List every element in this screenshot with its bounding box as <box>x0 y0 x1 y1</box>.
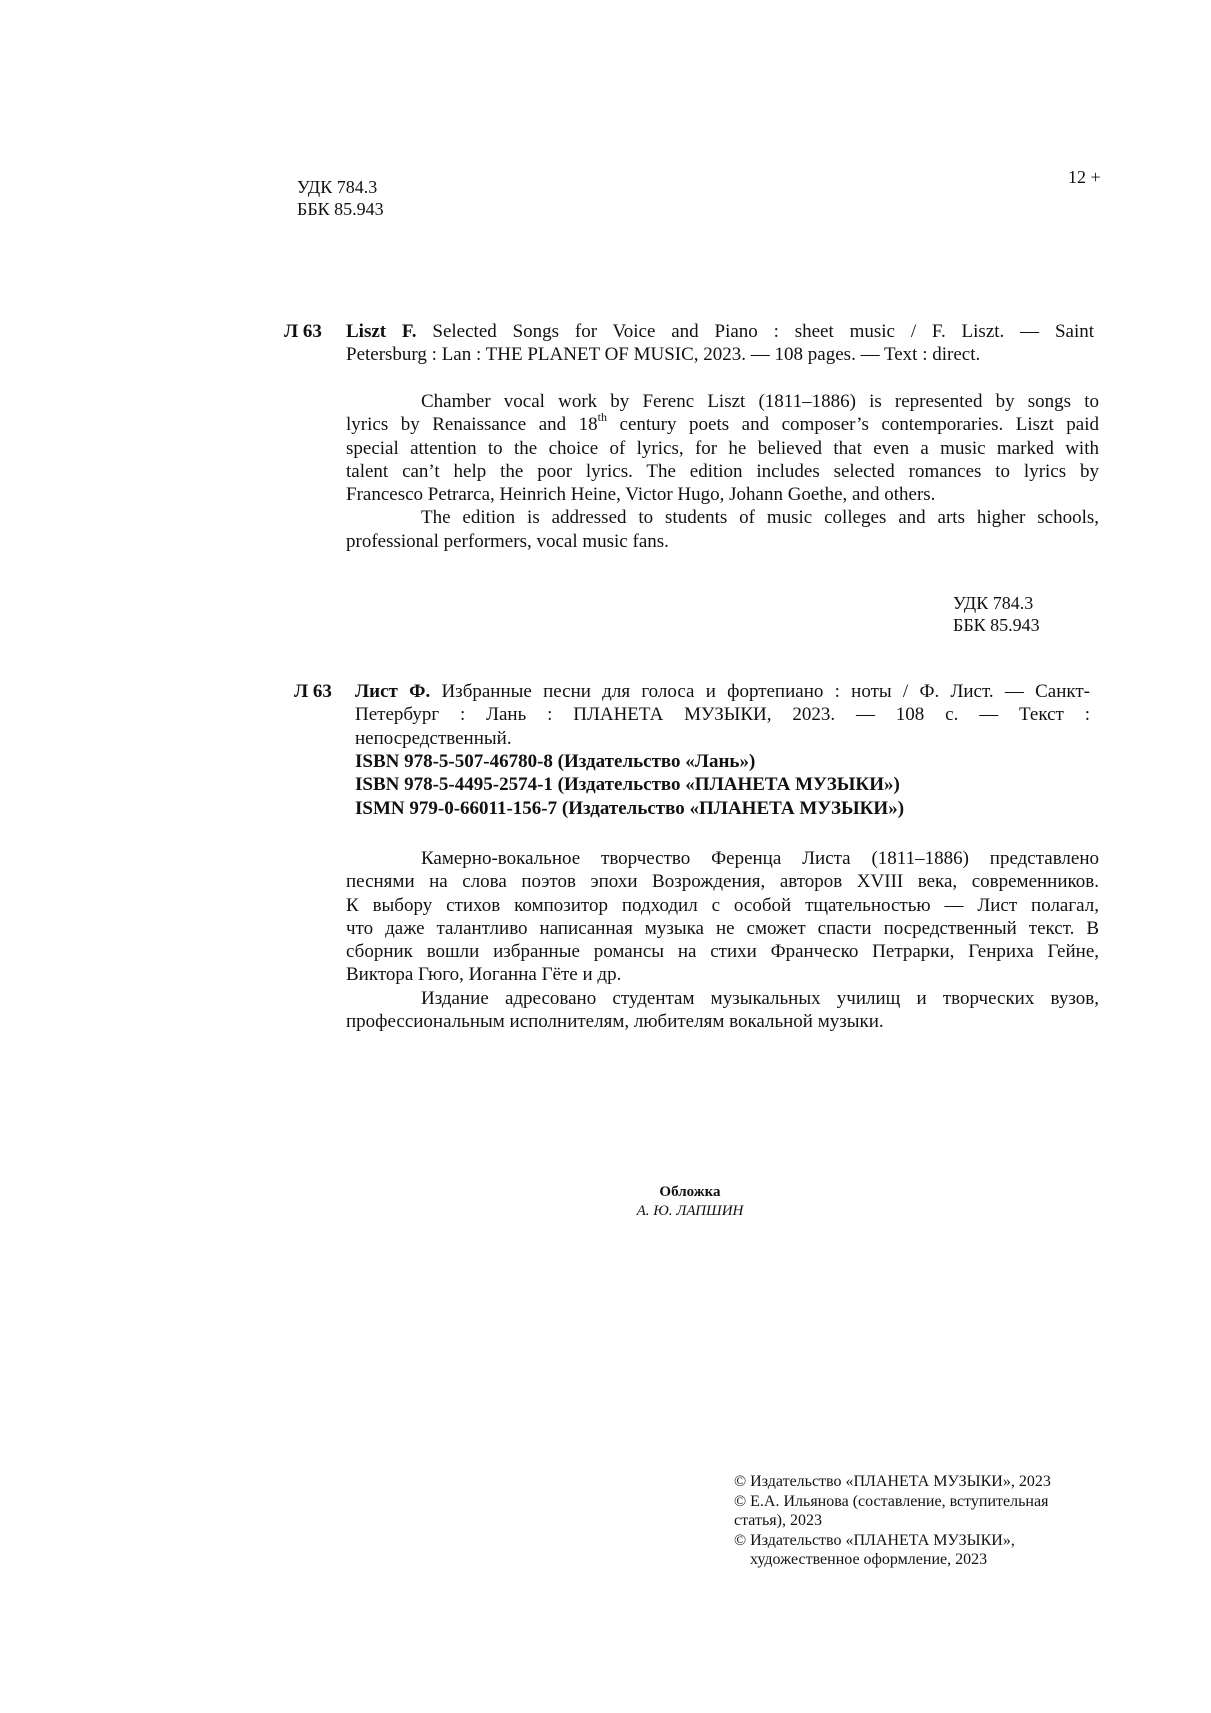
anno-line: The edition is addressed to students of music colleges and arts higher schools, <box>421 507 1099 529</box>
anno-text: century poets and composer’s contemporaries. Liszt paid <box>607 414 1099 436</box>
anno-line: что даже талантливо написанная музыка не сможет спасти посредственный текст. В <box>346 917 1099 939</box>
bibliographic-record-ru <box>355 680 1090 750</box>
mid-classification-block <box>953 592 1093 636</box>
anno-line: К выбору стихов композитор подходил с особой тщательностью — Лист полагал, <box>346 894 1099 916</box>
bbk-code: ББК 85.943 <box>297 199 384 219</box>
anno-line: Издание адресовано студентам музыкальных училищ и творческих вузов, <box>421 987 1099 1009</box>
bib-title: Избранные песни для голоса и фортепиано : ноты / Ф. Лист. — Санкт- <box>430 681 1090 702</box>
anno-line: professional performers, vocal music fans. <box>346 530 669 552</box>
copyright-line: статья), 2023 <box>734 1512 822 1529</box>
author-name: Liszt F. <box>346 321 417 342</box>
bib-line-1 <box>346 320 1094 343</box>
bib-title: Selected Songs for Voice and Piano : sheet music / F. Liszt. — Saint <box>416 321 1095 342</box>
anno-line: сборник вошли избранные романсы на стихи Франческо Петрарки, Генриха Гейне, <box>346 941 1099 963</box>
anno-line: Chamber vocal work by Ferenc Liszt (1811–1886) is represented by songs to <box>421 391 1099 412</box>
copyright-line: © Издательство «ПЛАНЕТА МУЗЫКИ», <box>734 1531 1015 1549</box>
bib-line-1 <box>355 680 1090 703</box>
anno-line: special attention to the choice of lyrics, for he believed that even a music marked with <box>346 437 1099 459</box>
isbn-planet: ISBN 978-5-4495-2574-1 (Издательство «ПЛАНЕТА МУЗЫКИ») <box>355 774 900 796</box>
ordinal-suffix: th <box>597 409 607 424</box>
copyright-line: художественное оформление, 2023 <box>750 1551 988 1568</box>
bib-line-2: Петербург : Лань : ПЛАНЕТА МУЗЫКИ, 2023. — 108 с. — Текст : <box>355 704 1090 726</box>
author-mark-en: Л 63 <box>284 321 322 342</box>
author-name: Лист Ф. <box>355 681 431 702</box>
anno-text: lyrics by Renaissance and 18 <box>346 414 598 436</box>
copyright-line: © Е.А. Ильянова (составление, вступительная <box>734 1492 1049 1510</box>
copyright-line: © Издательство «ПЛАНЕТА МУЗЫКИ», 2023 <box>734 1473 1051 1490</box>
bib-line-3: непосредственный. <box>355 727 512 749</box>
annotation-ru <box>346 847 1099 1033</box>
anno-line: песнями на слова поэтов эпохи Возрождения, авторов XVIII века, современников. <box>346 871 1099 893</box>
isbn-block <box>355 750 1090 820</box>
age-rating: 12 + <box>1068 167 1101 187</box>
cover-artist: А. Ю. ЛАПШИН <box>636 1203 744 1219</box>
udk-code: УДК 784.3 <box>297 177 378 197</box>
cover-label: Обложка <box>659 1184 721 1200</box>
anno-line: talent can’t help the poor lyrics. The edition includes selected romances to lyrics by <box>346 460 1099 482</box>
anno-line <box>346 409 1099 436</box>
udk-code: УДК 784.3 <box>953 593 1034 613</box>
cover-credit <box>590 1183 790 1221</box>
anno-line: Виктора Гюго, Иоганна Гёте и др. <box>346 964 622 986</box>
bbk-code: ББК 85.943 <box>953 615 1040 635</box>
top-classification-block <box>297 176 457 220</box>
author-mark-ru: Л 63 <box>294 681 332 702</box>
isbn-lan: ISBN 978-5-507-46780-8 (Издательство «Лань») <box>355 751 756 772</box>
bib-line-2: Petersburg : Lan : THE PLANET OF MUSIC, 2023. — 108 pages. — Text : direct. <box>346 344 981 366</box>
copyright-block <box>734 1472 1094 1570</box>
ismn-planet: ISMN 979-0-66011-156-7 (Издательство «ПЛАНЕТА МУЗЫКИ») <box>355 797 905 819</box>
annotation-en <box>346 390 1099 553</box>
anno-line: профессиональным исполнителям, любителям вокальной музыки. <box>346 1011 884 1033</box>
anno-line: Камерно-вокальное творчество Ференца Листа (1811–1886) представлено <box>421 848 1099 869</box>
bibliographic-record-en <box>346 320 1094 367</box>
anno-line: Francesco Petrarca, Heinrich Heine, Victor Hugo, Johann Goethe, and others. <box>346 484 936 506</box>
